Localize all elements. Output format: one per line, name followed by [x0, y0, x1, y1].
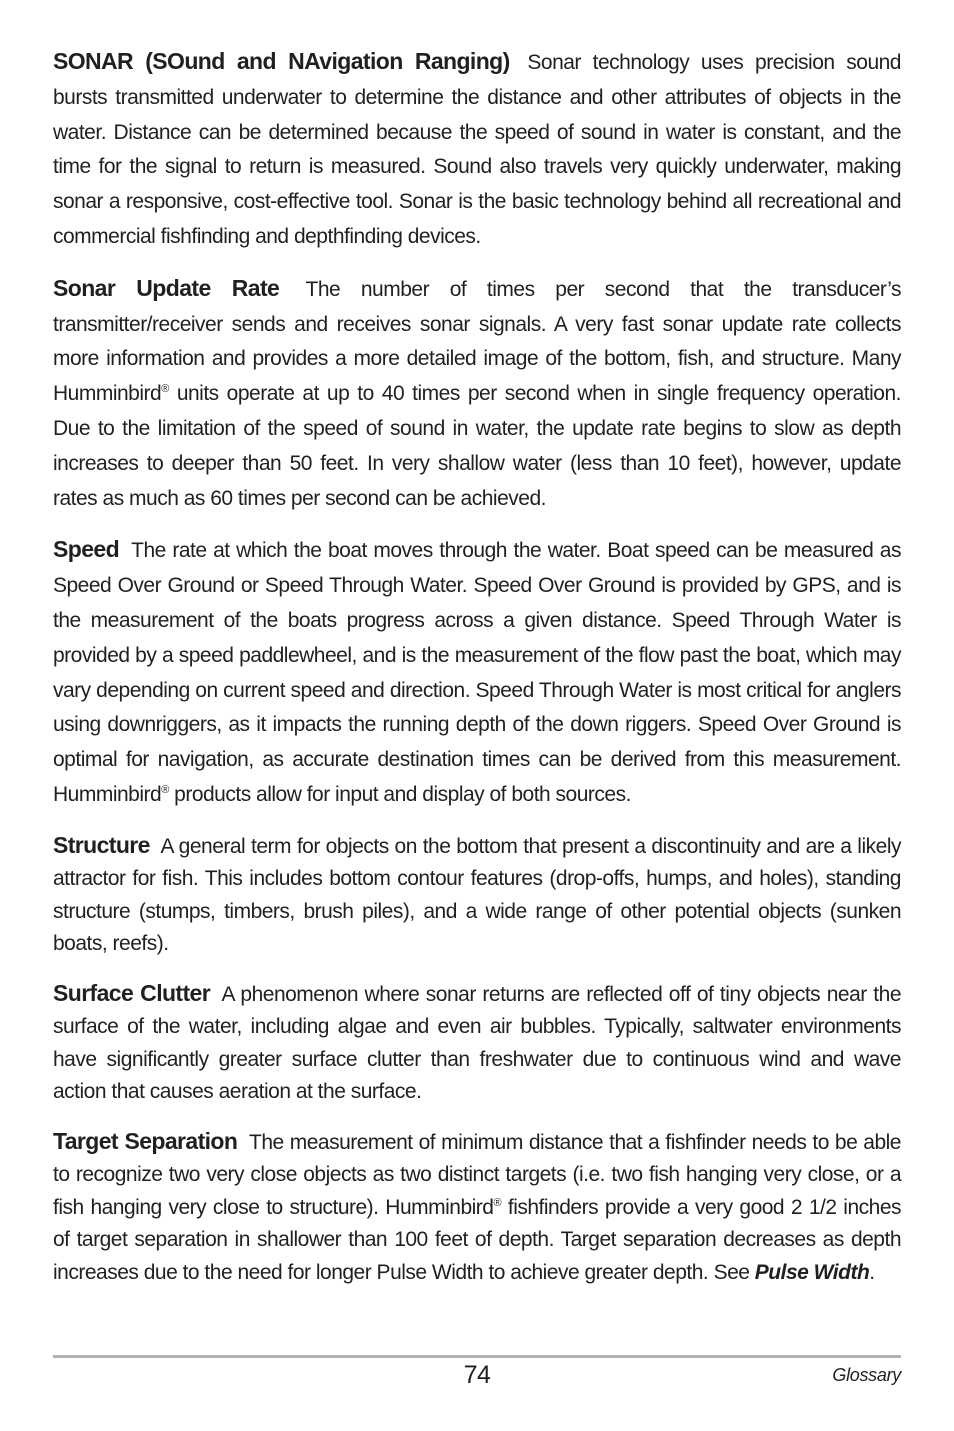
- term-sonar-update-rate: Sonar Update Rate: [53, 274, 280, 301]
- registered-mark: ®: [161, 383, 169, 396]
- term-sonar: SONAR (SOund and NAvigation Ranging): [53, 48, 510, 74]
- definition-speed-part-2: products allow for input and display of both sources.: [168, 782, 631, 806]
- term-surface-clutter: Surface Clutter: [53, 979, 211, 1006]
- definition-speed-part-1: The rate at which the boat moves through the water. Boat speed can be measured as Speed Over Ground or Speed Through Water. Speed Over Ground is provided by GPS, and is the measurement of the boats progress across a given distance. Speed Through Water is provided by a speed paddlewheel, and is the measurement of the flow past the boat, which may vary depending on current speed and direction. Speed Through Water is most critical for anglers using downriggers, as it impacts the running depth of the down riggers. Speed Over Ground is optimal for navigation, as accurate destination times can be derived from this measurement. Humminbird: [53, 539, 901, 806]
- definition-target-separation-part-1: The measurement of minimum distance that a fishfinder needs to be able to recognize two very close objects as two distinct targets (i.e. two fish hanging very close, or a fish hanging very close to structure). Humminbird: [53, 1130, 901, 1219]
- footer-divider: [53, 1355, 901, 1358]
- section-name: Glossary: [832, 1365, 901, 1385]
- definition-sonar-update-rate-part-2: units operate at up to 40 times per second when in single frequency operation. Due to the limitation of the speed of sound in water, the update rate begins to slow as depth increases to deeper than 50 feet. In very shallow water (less than 10 feet), however, update rates as much as 60 times per second can be achieved.: [53, 382, 901, 510]
- page-number: 74: [463, 1361, 491, 1389]
- glossary-entry-sonar-update-rate: [53, 271, 901, 517]
- registered-mark: ®: [493, 1196, 502, 1209]
- glossary-entry-sonar: [53, 44, 901, 255]
- glossary-content: [53, 44, 901, 1305]
- definition-target-separation-part-2: fishfinders provide a very good 2 1/2 inches of target separation in shallower than 100 feet of depth. Target separation decreases as depth increases due to the need for longer Pulse Width to achieve greater depth. See: [53, 1195, 901, 1284]
- term-target-separation: Target Separation: [53, 1127, 238, 1154]
- registered-mark: ®: [161, 783, 169, 796]
- glossary-entry-surface-clutter: [53, 977, 901, 1109]
- definition-surface-clutter: A phenomenon where sonar returns are reflected off of tiny objects near the surface of the water, including algae and even air bubbles. Typically, saltwater environments have significantly greater surface clutter than freshwater due to continuous wind and wave action that causes aeration at the surface.: [53, 982, 901, 1104]
- glossary-entry-target-separation: [53, 1125, 901, 1290]
- term-speed: Speed: [53, 536, 120, 563]
- glossary-entry-speed: [53, 532, 901, 812]
- term-structure: Structure: [53, 831, 150, 858]
- cross-reference-pulse-width: Pulse Width: [754, 1260, 870, 1284]
- glossary-entry-structure: [53, 829, 901, 961]
- definition-target-separation-end: .: [869, 1260, 875, 1284]
- definition-structure: A general term for objects on the bottom that present a discontinuity and are a likely attractor for fish. This includes bottom contour features (drop-offs, humps, and holes), standing structure (stumps, timbers, brush piles), and a wide range of other potential objects (sunken boats, reefs).: [53, 834, 901, 956]
- definition-sonar: Sonar technology uses precision sound bursts transmitted underwater to determine the distance and other attributes of objects in the water. Distance can be determined because the speed of sound in water is constant, and the time for the signal to return is measured. Sound also travels very quickly underwater, making sonar a responsive, cost-effective tool. Sonar is the basic technology behind all recreational and commercial fishfinding and depthfinding devices.: [53, 51, 901, 248]
- definition-sonar-update-rate-part-1: The number of times per second that the transducer’s transmitter/receiver sends and receives sonar signals. A very fast sonar update rate collects more information and provides a more detailed image of the bottom, fish, and structure. Many Humminbird: [53, 277, 901, 406]
